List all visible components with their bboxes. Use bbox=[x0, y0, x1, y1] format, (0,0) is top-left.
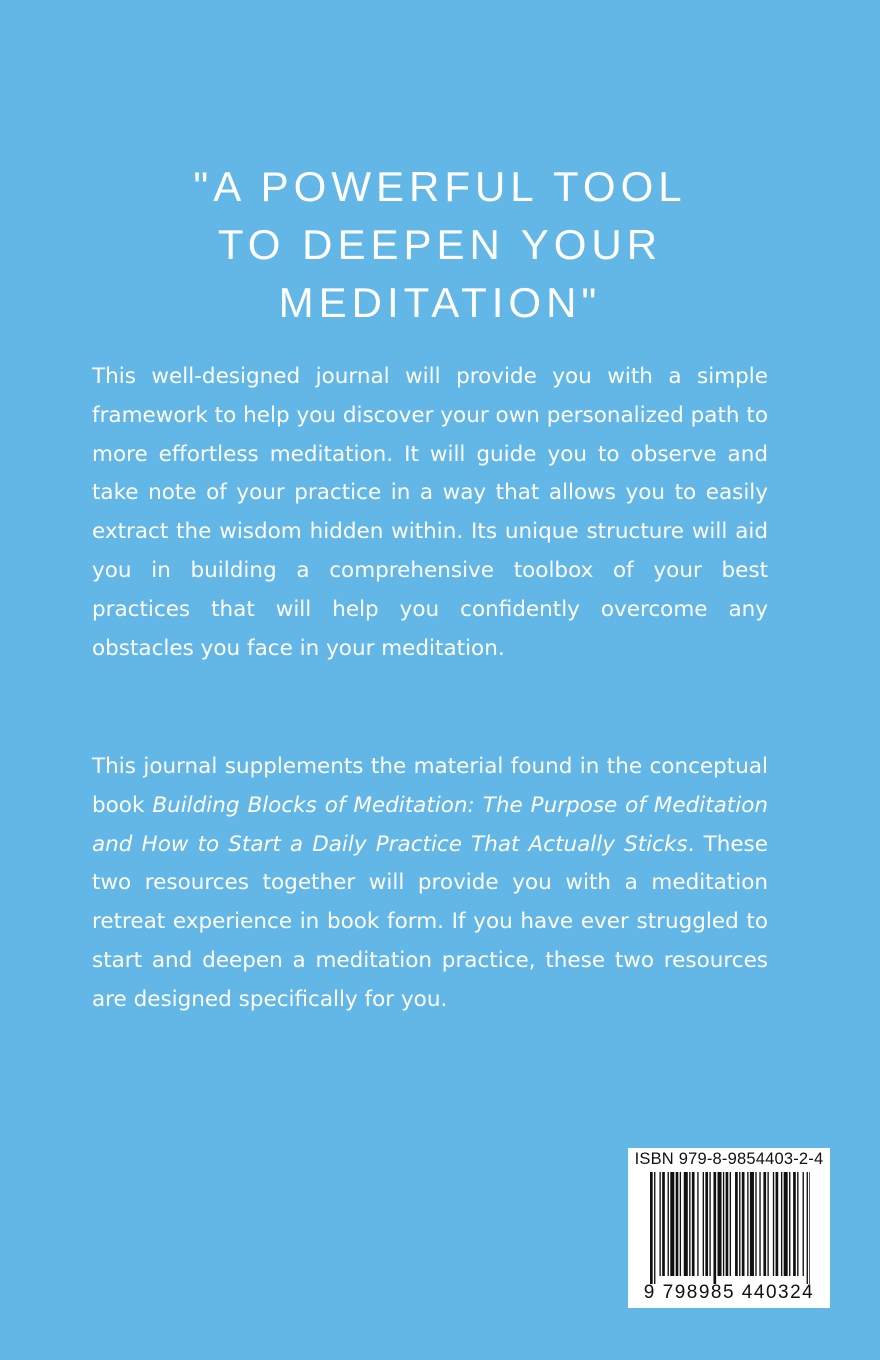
barcode-bar bbox=[747, 1172, 748, 1276]
barcode-bar bbox=[784, 1172, 788, 1276]
barcode-bar bbox=[692, 1172, 695, 1276]
barcode-bar bbox=[662, 1172, 665, 1276]
barcode-bar bbox=[697, 1172, 698, 1276]
barcode-bars bbox=[650, 1172, 810, 1284]
barcode-bar bbox=[676, 1172, 679, 1276]
barcode-bar bbox=[680, 1172, 681, 1276]
barcode-bar bbox=[684, 1172, 688, 1276]
barcode-bar bbox=[723, 1172, 724, 1276]
barcode-bar bbox=[670, 1172, 674, 1276]
headline-line-3: MEDITATION" bbox=[278, 279, 602, 326]
barcode-bar bbox=[668, 1172, 669, 1276]
barcode-bar bbox=[718, 1172, 722, 1276]
headline-quote bbox=[0, 158, 880, 332]
description-paragraph-2 bbox=[92, 748, 768, 1020]
barcode-bar bbox=[739, 1172, 740, 1276]
headline-line-1: "A POWERFUL TOOL bbox=[193, 163, 687, 210]
barcode-bar bbox=[713, 1172, 716, 1284]
barcode-bar bbox=[803, 1172, 804, 1276]
barcode-bar bbox=[793, 1172, 796, 1276]
isbn-label: ISBN 979-8-9854403-2-4 bbox=[634, 1150, 824, 1168]
barcode-bar bbox=[767, 1172, 768, 1276]
headline-line-2: TO DEEPEN YOUR bbox=[217, 221, 663, 268]
barcode-bar bbox=[789, 1172, 790, 1276]
barcode-bar bbox=[807, 1172, 808, 1284]
barcode-bar bbox=[726, 1172, 729, 1276]
barcode-bar bbox=[659, 1172, 660, 1276]
barcode-bar bbox=[781, 1172, 782, 1276]
barcode-bar bbox=[709, 1172, 710, 1276]
barcode-bar bbox=[735, 1172, 738, 1276]
barcode-bar bbox=[689, 1172, 690, 1276]
description-paragraph-1: This well-designed journal will provide you with a simple framework to help you discover your own personalized path to more effortless meditation. It will guide you to observe and take note of your practice in a way that allows you to easily extract the wisdom hidden within. Its unique structure will aid you in building a comprehensive toolbox of your best practices that will help you confidently overcome any obstacles you face in your meditation. bbox=[92, 364, 768, 661]
barcode-bar bbox=[797, 1172, 798, 1276]
referenced-book-title: Building Blocks of Meditation: The Purpose of Meditation and How to Start a Daily Practice That Actually Sticks bbox=[92, 792, 768, 857]
barcode-bar bbox=[703, 1172, 704, 1276]
barcode-bar bbox=[750, 1172, 754, 1276]
barcode-bar bbox=[773, 1172, 774, 1276]
barcode-bar bbox=[650, 1172, 653, 1284]
paragraph-2-intro: This journal supplements the material found in the conceptual book bbox=[92, 754, 768, 818]
barcode-bar bbox=[809, 1172, 810, 1284]
barcode-digits: 9 798985 440324 bbox=[643, 1282, 815, 1303]
barcode-bar bbox=[705, 1172, 708, 1276]
barcode-bar bbox=[755, 1172, 756, 1276]
barcode-bar bbox=[654, 1172, 655, 1284]
barcode-bar bbox=[742, 1172, 745, 1276]
barcode-bar bbox=[763, 1172, 766, 1276]
barcode-bar bbox=[730, 1172, 731, 1276]
barcode-bar bbox=[759, 1172, 760, 1276]
barcode-bar bbox=[776, 1172, 779, 1276]
isbn-barcode-box bbox=[628, 1148, 830, 1308]
paragraph-2-rest: . These two resources together will provide you with a meditation retreat experience in book form. If you have ever struggled to start and deepen a meditation practice, these two resources are designed specifically for you. bbox=[92, 831, 768, 1012]
